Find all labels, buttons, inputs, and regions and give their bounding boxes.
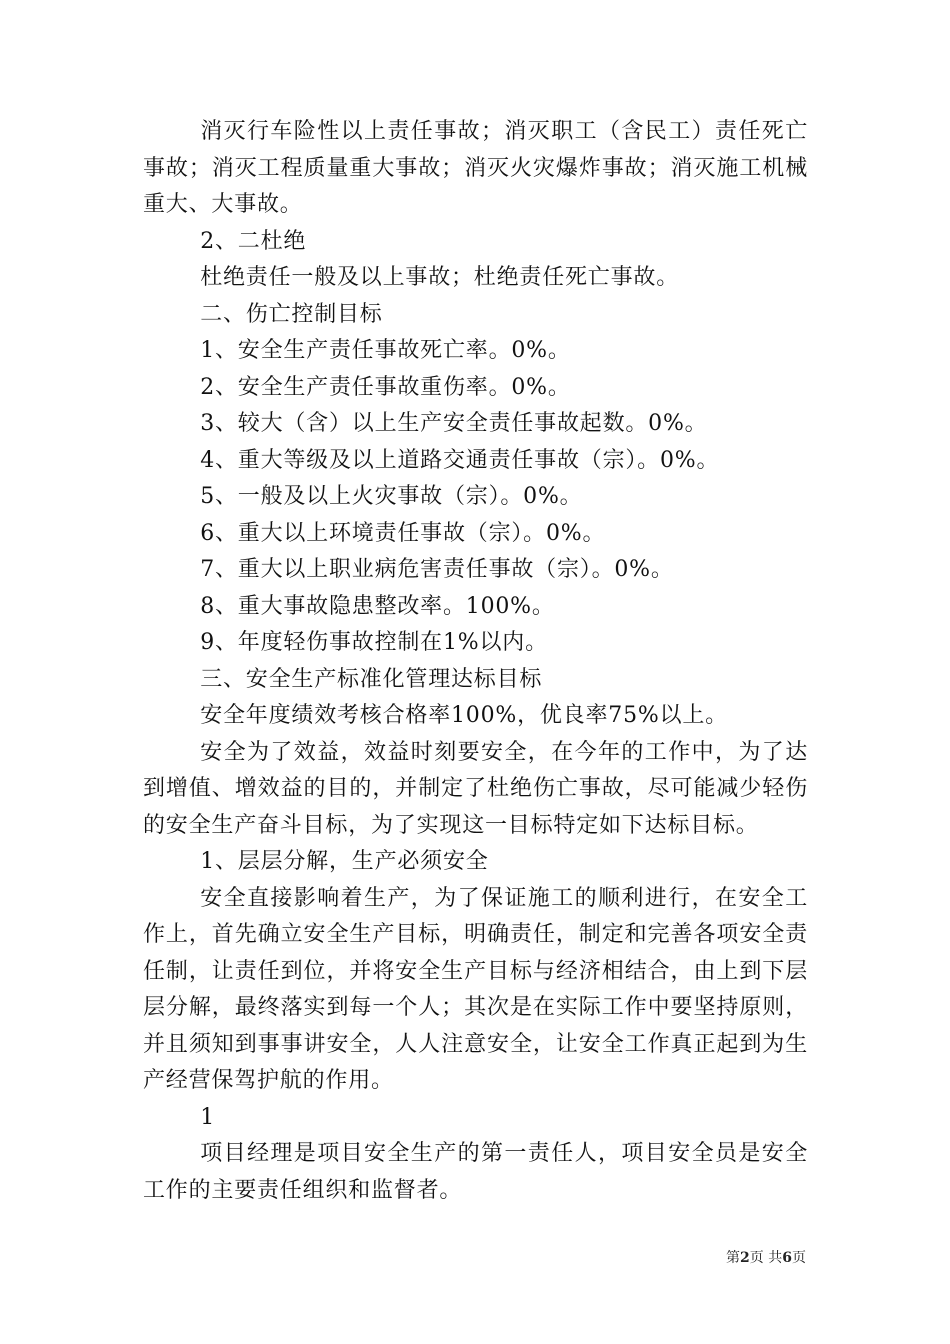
paragraph: 安全直接影响着生产，为了保证施工的顺利进行，在安全工作上，首先确立安全生产目标，明确责任，制定和完善各项安全责任制，让责任到位，并将安全生产目标与经济相结合，由上到下层层分解，最终落实到每一个人；其次是在实际工作中要坚持原则，并且须知到事事讲安全，人人注意安全，让安全工作真正起到为生产经营保驾护航的作用。: [143, 885, 808, 1093]
subheading: 1、层层分解，生产必须安全: [200, 849, 489, 874]
list-item: 8、重大事故隐患整改率。100%。: [200, 593, 555, 619]
section-heading: 三、安全生产标准化管理达标目标: [200, 666, 543, 692]
paragraph: 1: [200, 1104, 215, 1130]
paragraph: 消灭行车险性以上责任事故；消灭职工（含民工）责任死亡事故；消灭工程质量重大事故；消灭火灾爆炸事故；消灭施工机械重大、大事故。: [143, 119, 808, 217]
list-item: 2、安全生产责任事故重伤率。0%。: [200, 374, 571, 400]
footer-prefix: 第: [726, 1250, 741, 1266]
list-item: 9、年度轻伤事故控制在1%以内。: [200, 630, 548, 655]
document-body: [143, 114, 808, 1209]
footer-page-number: 2: [740, 1250, 750, 1266]
footer-middle: 页 共: [749, 1250, 783, 1266]
section-heading: 二、伤亡控制目标: [200, 301, 383, 327]
paragraph: 2、二杜绝: [200, 228, 307, 254]
paragraph: 项目经理是项目安全生产的第一责任人，项目安全员是安全工作的主要责任组织和监督者。: [143, 1141, 808, 1203]
list-item: 3、较大（含）以上生产安全责任事故起数。0%。: [200, 411, 708, 436]
list-item: 1、安全生产责任事故死亡率。0%。: [200, 338, 571, 363]
footer-suffix: 页: [792, 1250, 806, 1266]
footer-total-pages: 6: [782, 1250, 792, 1266]
paragraph: 安全为了效益，效益时刻要安全，在今年的工作中，为了达到增值、增效益的目的，并制定了杜绝伤亡事故，尽可能减少轻伤的安全生产奋斗目标，为了实现这一目标特定如下达标目标。: [143, 739, 808, 838]
paragraph: 杜绝责任一般及以上事故；杜绝责任死亡事故。: [200, 265, 679, 290]
paragraph: 安全年度绩效考核合格率100%，优良率75%以上。: [200, 703, 728, 728]
list-item: 4、重大等级及以上道路交通责任事故（宗）。0%。: [200, 447, 720, 473]
page-footer: [726, 1247, 806, 1267]
list-item: 6、重大以上环境责任事故（宗）。0%。: [200, 520, 606, 546]
list-item: 5、一般及以上火灾事故（宗）。0%。: [200, 484, 583, 509]
list-item: 7、重大以上职业病危害责任事故（宗）。0%。: [200, 557, 674, 582]
